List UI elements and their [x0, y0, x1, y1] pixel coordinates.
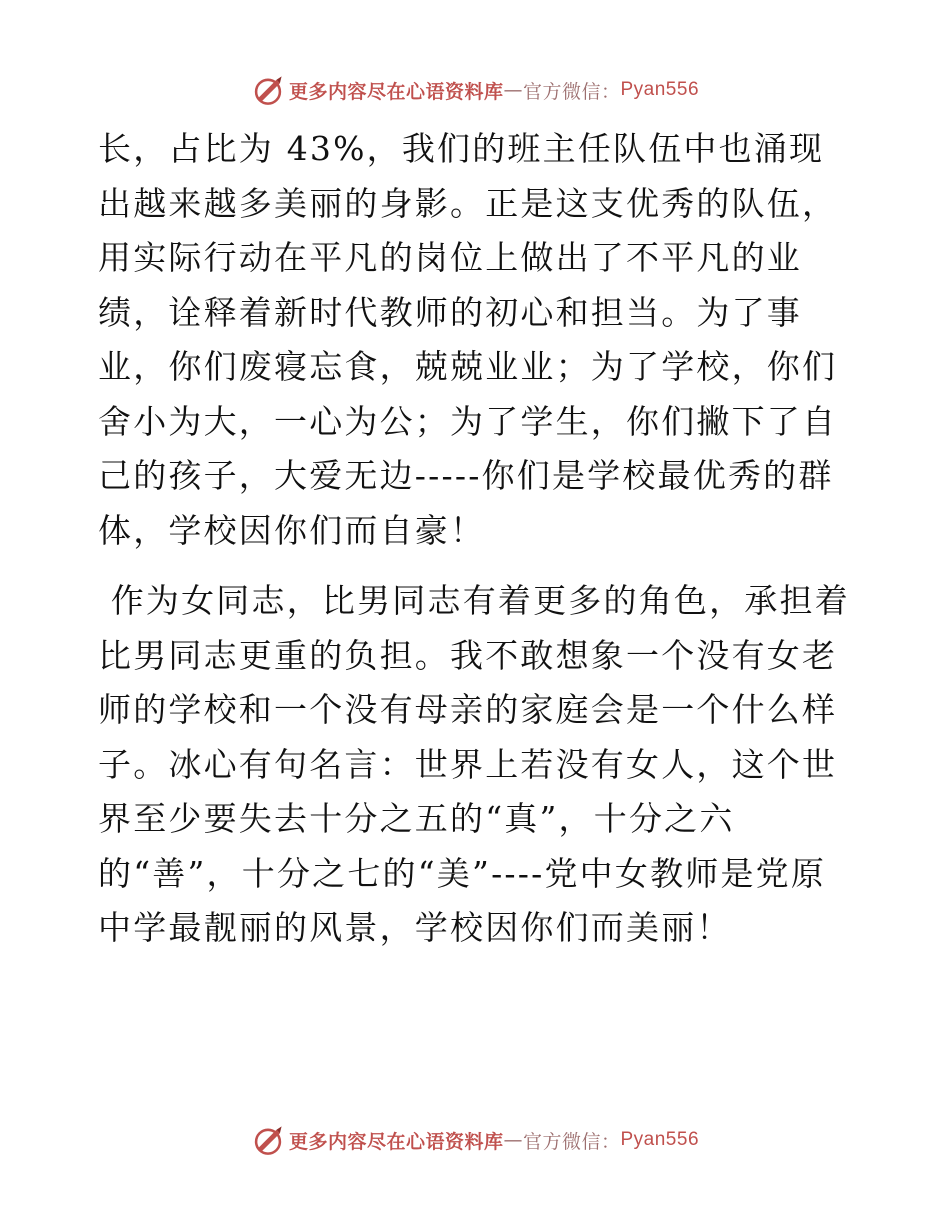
watermark-separator: —	[503, 79, 523, 101]
watermark-main-text: 更多内容尽在心语资料库	[288, 1130, 504, 1153]
watermark-wechat-id: Pyan556	[620, 1129, 700, 1150]
paragraph-1: 长，占比为 43%，我们的班主任队伍中也涌现出越来越多美丽的身影。正是这支优秀的队伍，用实际行动在平凡的岗位上做出了不平凡的业绩，诠释着新时代教师的初心和担当。为了事业，你们废寝忘食，兢兢业业；为了学校，你们舍小为大，一心为公；为了学生，你们撇下了自己的孩子，大爱无边-----你们是学校最优秀的群体，学校因你们而自豪！	[98, 129, 838, 550]
document-body	[98, 122, 850, 956]
watermark-wechat-id: Pyan556	[620, 79, 700, 100]
footer-watermark	[0, 1120, 950, 1160]
watermark-main-text: 更多内容尽在心语资料库	[288, 80, 504, 103]
watermark-label: 官方微信：	[522, 1130, 621, 1153]
pen-logo-icon	[251, 73, 285, 107]
watermark-label: 官方微信：	[522, 80, 621, 103]
header-watermark	[0, 70, 950, 110]
watermark-separator: —	[503, 1129, 523, 1151]
paragraph-2: 作为女同志，比男同志有着更多的角色，承担着比男同志更重的负担。我不敢想象一个没有女老师的学校和一个没有母亲的家庭会是一个什么样子。冰心有句名言：世界上若没有女人，这个世界至少要失去十分之五的“真”，十分之六的“善”，十分之七的“美”----党中女教师是党原中学最靓丽的风景，学校因你们而美丽！	[98, 581, 850, 947]
pen-logo-icon	[251, 1123, 285, 1157]
